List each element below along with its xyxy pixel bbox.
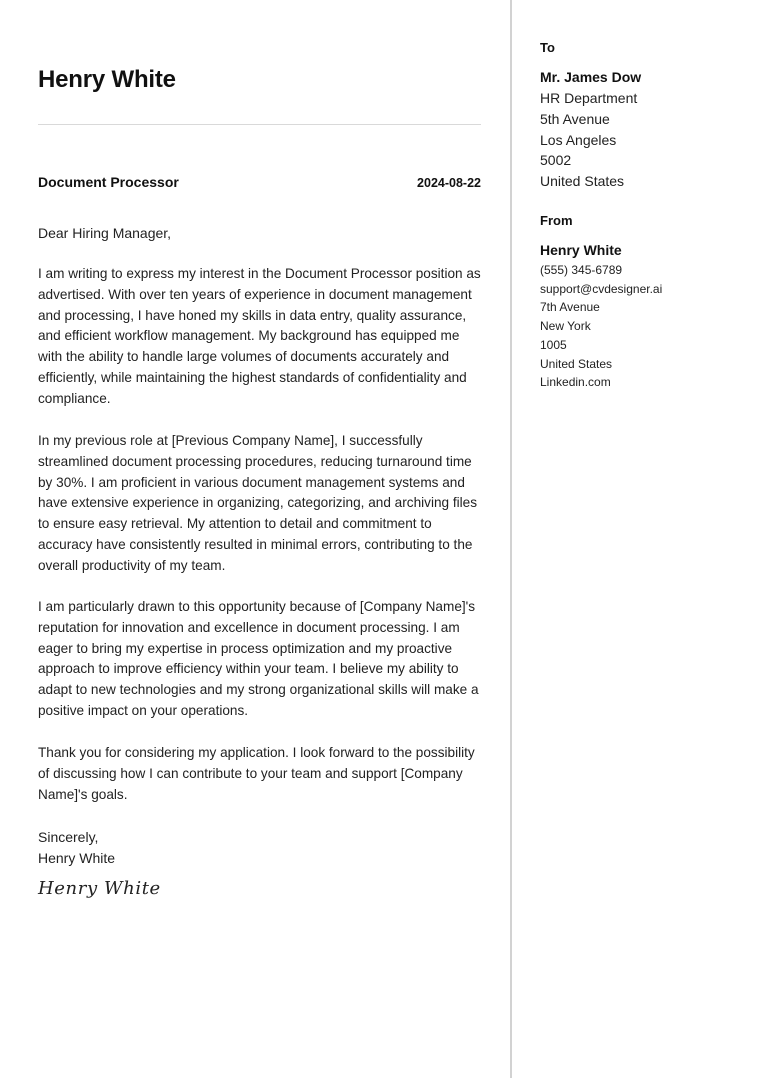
sender-city: New York (540, 319, 591, 334)
salutation: Dear Hiring Manager, (38, 225, 172, 241)
closing-phrase: Sincerely, (38, 829, 99, 845)
body-paragraph-4: Thank you for considering my application. I look forward to the possibility of discussing how I can contribute to your team and support [Company Name]'s goals. (38, 745, 475, 802)
job-title: Document Processor (38, 174, 179, 190)
letter-date: 2024-08-22 (417, 176, 481, 190)
sender-name: Henry White (540, 242, 622, 258)
recipient-name: Mr. James Dow (540, 69, 642, 85)
closing-block (38, 827, 115, 869)
sender-zip: 1005 (540, 337, 567, 352)
recipient-department: HR Department (540, 90, 638, 106)
letter-meta-row (38, 174, 481, 190)
recipient-address (540, 88, 637, 192)
sender-country: United States (540, 356, 613, 371)
sender-email: support@cvdesigner.ai (540, 281, 663, 296)
recipient-city: Los Angeles (540, 131, 617, 148)
recipient-zip: 5002 (540, 152, 572, 169)
sender-phone: (555) 345-6789 (540, 263, 623, 277)
sender-linkedin: Linkedin.com (540, 375, 611, 390)
to-heading: To (540, 40, 555, 55)
column-divider (510, 0, 512, 1078)
sender-contact (540, 261, 662, 392)
from-heading: From (540, 213, 573, 228)
handwritten-signature: Henry White (38, 878, 161, 899)
recipient-street: 5th Avenue (540, 110, 610, 127)
body-paragraph-3: I am particularly drawn to this opportunity because of [Company Name]'s reputation for innovation and excellence in document processing. I am eager to bring my expertise in process optimization and my proactive approach to improve efficiency within your team. I believe my ability to adapt to new technologies and my strong organizational skills will make a positive impact on your operations. (38, 599, 479, 718)
sender-street: 7th Avenue (540, 300, 600, 315)
body-paragraph-1: I am writing to express my interest in the Document Processor position as advertised. With over ten years of experience in document management and processing, I have honed my skills in data entry, quality assurance, and efficient workflow management. My background has equipped me with the ability to handle large volumes of documents accurately and efficiently, while maintaining the highest standards of confidentiality and compliance. (38, 266, 481, 406)
header-divider (38, 124, 481, 125)
closing-name: Henry White (38, 849, 116, 866)
body-paragraph-2: In my previous role at [Previous Company Name], I successfully streamlined document processing procedures, reducing turnaround time by 30%. I am proficient in various document management systems and have extensive experience in organizing, categorizing, and archiving files to ensure easy retrieval. My attention to detail and commitment to accuracy have consistently resulted in minimal errors, contributing to the overall productivity of my team. (38, 433, 478, 573)
recipient-country: United States (540, 173, 625, 190)
applicant-name: Henry White (38, 66, 176, 93)
